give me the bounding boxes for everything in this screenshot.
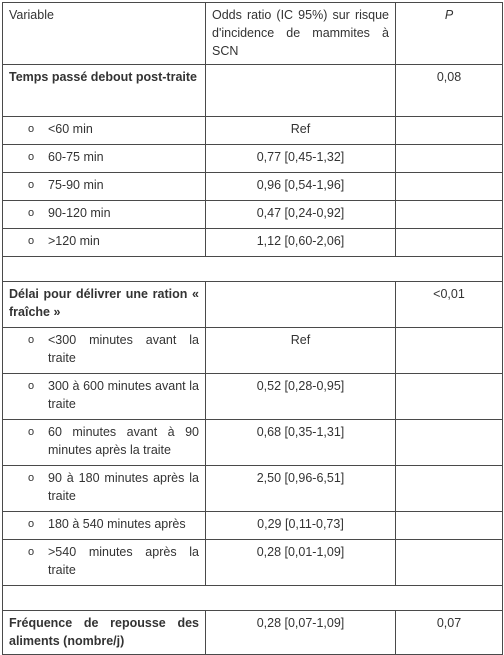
row-p	[396, 466, 503, 512]
spacer-cell	[3, 586, 503, 611]
bullet-icon: o	[28, 235, 35, 247]
bullet-icon: o	[28, 207, 35, 219]
group-row-temps	[3, 65, 503, 117]
row-label: o 60 minutes avant à 90 minutes après la traite	[3, 420, 206, 466]
group-label-delai: Délai pour délivrer une ration « fraîche »	[3, 282, 206, 328]
table-row	[3, 201, 503, 229]
bullet-icon: o	[28, 472, 35, 484]
header-row	[3, 3, 503, 65]
row-p	[396, 540, 503, 586]
row-value: 0,28 [0,01-1,09]	[206, 540, 396, 586]
header-variable: Variable	[3, 3, 206, 65]
row-value: 0,52 [0,28-0,95]	[206, 374, 396, 420]
row-p	[396, 374, 503, 420]
row-value: 2,50 [0,96-6,51]	[206, 466, 396, 512]
row-p	[396, 328, 503, 374]
table-row	[3, 466, 503, 512]
row-label: o 90-120 min	[3, 201, 206, 229]
row-label: o 75-90 min	[3, 173, 206, 201]
row-label: o 180 à 540 minutes après	[3, 512, 206, 540]
row-p	[396, 420, 503, 466]
row-value: 0,96 [0,54-1,96]	[206, 173, 396, 201]
header-p-value: P	[396, 3, 503, 65]
row-label: o >120 min	[3, 229, 206, 257]
spacer-row	[3, 257, 503, 282]
table-row	[3, 173, 503, 201]
row-label: o 300 à 600 minutes avant la traite	[3, 374, 206, 420]
row-value: 0,29 [0,11-0,73]	[206, 512, 396, 540]
table-row	[3, 145, 503, 173]
table-row	[3, 420, 503, 466]
table-row	[3, 117, 503, 145]
bullet-icon: o	[28, 518, 35, 530]
results-table	[2, 2, 503, 655]
header-odds-ratio: Odds ratio (IC 95%) sur risque d'incidence de mammites à SCN	[206, 3, 396, 65]
group-label-frequence: Fréquence de repousse des aliments (nombre/j)	[3, 611, 206, 655]
row-p	[396, 512, 503, 540]
group-value-temps	[206, 65, 396, 117]
table-row	[3, 229, 503, 257]
bullet-icon: o	[28, 123, 35, 135]
bullet-icon: o	[28, 179, 35, 191]
bullet-icon: o	[28, 380, 35, 392]
row-label: o 60-75 min	[3, 145, 206, 173]
row-value: Ref	[206, 117, 396, 145]
bullet-icon: o	[28, 151, 35, 163]
row-p	[396, 117, 503, 145]
row-p	[396, 229, 503, 257]
spacer-row	[3, 586, 503, 611]
group-p-delai: <0,01	[396, 282, 503, 328]
group-p-temps: 0,08	[396, 65, 503, 117]
row-p	[396, 145, 503, 173]
group-row-frequence	[3, 611, 503, 655]
row-label: o <60 min	[3, 117, 206, 145]
group-row-delai	[3, 282, 503, 328]
group-value-frequence: 0,28 [0,07-1,09]	[206, 611, 396, 655]
row-value: 1,12 [0,60-2,06]	[206, 229, 396, 257]
row-value: 0,47 [0,24-0,92]	[206, 201, 396, 229]
table-row	[3, 540, 503, 586]
table-row	[3, 328, 503, 374]
group-p-frequence: 0,07	[396, 611, 503, 655]
spacer-cell	[3, 257, 503, 282]
row-label: o >540 minutes après la traite	[3, 540, 206, 586]
bullet-icon: o	[28, 426, 35, 438]
bullet-icon: o	[28, 546, 35, 558]
row-p	[396, 201, 503, 229]
row-value: 0,77 [0,45-1,32]	[206, 145, 396, 173]
row-label: o <300 minutes avant la traite	[3, 328, 206, 374]
row-p	[396, 173, 503, 201]
table-row	[3, 374, 503, 420]
bullet-icon: o	[28, 334, 35, 346]
group-label-temps: Temps passé debout post-traite	[3, 65, 206, 117]
table-row	[3, 512, 503, 540]
row-value: 0,68 [0,35-1,31]	[206, 420, 396, 466]
group-value-delai	[206, 282, 396, 328]
row-value: Ref	[206, 328, 396, 374]
row-label: o 90 à 180 minutes après la traite	[3, 466, 206, 512]
